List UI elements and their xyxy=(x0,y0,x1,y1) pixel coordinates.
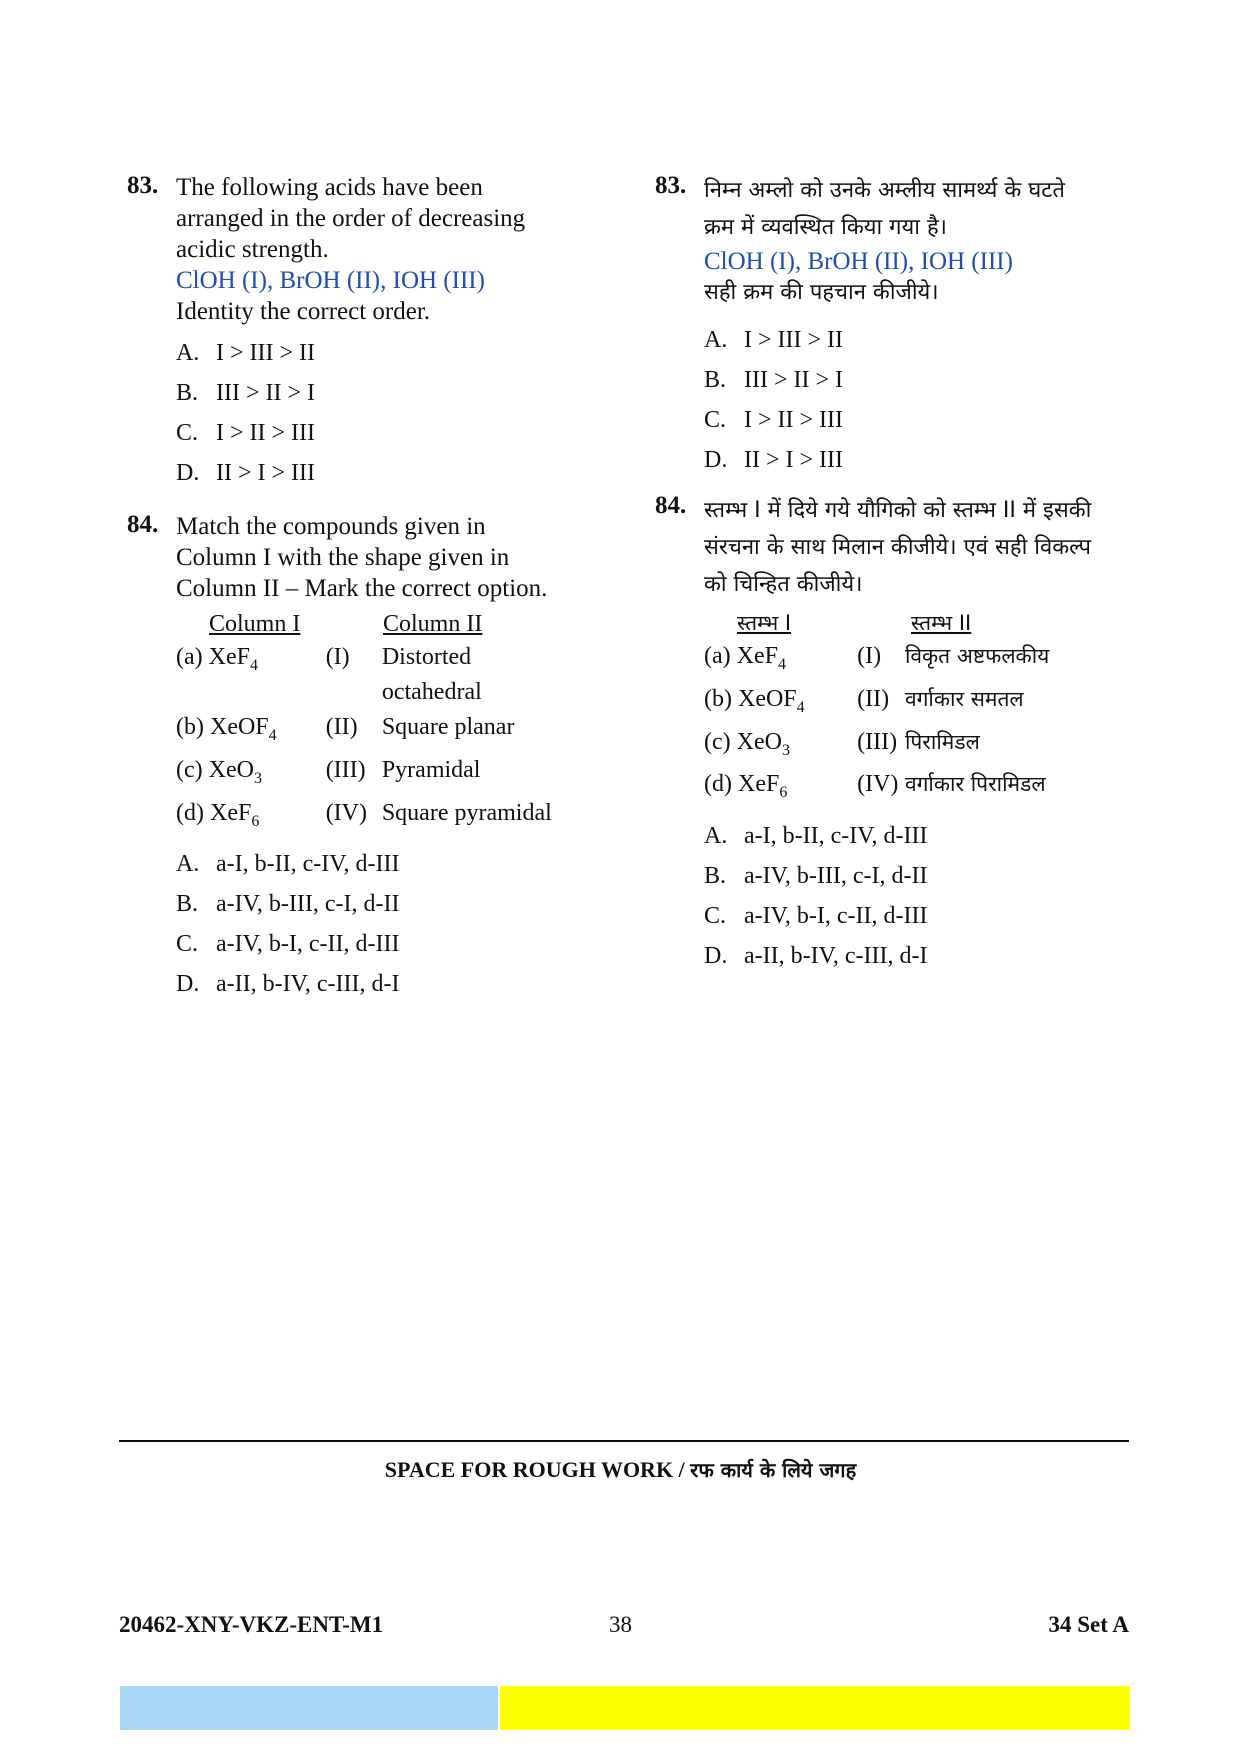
option-b[interactable] xyxy=(176,884,597,924)
match-row xyxy=(704,767,1125,810)
options-list xyxy=(176,844,597,1004)
match-table-header xyxy=(704,607,1125,639)
footer-color-bar-blue xyxy=(120,1686,498,1730)
options-list xyxy=(176,333,597,493)
shape: Square pyramidal xyxy=(381,799,552,826)
shape-numeral: (I) xyxy=(325,644,350,670)
match-row xyxy=(176,796,597,839)
shape: वर्गाकार समतल xyxy=(904,686,1024,711)
column-1-heading: Column I xyxy=(209,610,301,637)
column-1-heading: स्तम्भ I xyxy=(737,611,792,635)
rough-work-label-en: SPACE FOR ROUGH WORK / xyxy=(384,1457,685,1482)
options-list xyxy=(704,320,1125,480)
shape: पिरामिडल xyxy=(904,729,980,754)
question-number: 84. xyxy=(655,492,687,519)
question-84-hi xyxy=(655,492,1125,976)
options-list xyxy=(704,816,1125,976)
question-text xyxy=(704,172,1125,308)
option-text: a-IV, b-III, c-I, d-II xyxy=(216,890,400,917)
option-a[interactable] xyxy=(176,333,597,373)
question-line: Match the compounds given in xyxy=(176,513,486,540)
compound: (c) XeO$_3$ xyxy=(176,756,262,787)
option-c[interactable] xyxy=(704,400,1125,440)
option-text: a-I, b-II, c-IV, d-III xyxy=(216,850,400,877)
shape-numeral: (III) xyxy=(857,728,898,755)
option-text: I > III > II xyxy=(744,326,844,353)
compound: (b) XeOF$_4$ xyxy=(704,685,805,716)
option-text: II > I > III xyxy=(216,459,316,486)
option-label: A. xyxy=(176,850,200,877)
english-column xyxy=(127,172,597,1004)
shape: Distorted octahedral xyxy=(381,644,482,705)
rough-work-label-hi: रफ कार्य के लिये जगह xyxy=(690,1458,857,1482)
option-label: B. xyxy=(176,890,199,917)
compound: (b) XeOF$_4$ xyxy=(176,714,277,744)
question-line: acidic strength. xyxy=(176,236,329,263)
option-b[interactable] xyxy=(704,360,1125,400)
option-label: A. xyxy=(176,339,200,366)
option-c[interactable] xyxy=(176,924,597,964)
hindi-column xyxy=(655,172,1125,976)
option-b[interactable] xyxy=(176,373,597,413)
option-c[interactable] xyxy=(704,896,1125,936)
option-label: C. xyxy=(176,419,199,446)
question-prompt: Identity the correct order. xyxy=(176,298,431,325)
question-line: स्तम्भ I में दिये गये यौगिको को स्तम्भ II में इसकी xyxy=(704,498,1092,523)
column-2-heading: स्तम्भ II xyxy=(910,611,972,635)
paper-code: 20462-XNY-VKZ-ENT-M1 xyxy=(119,1612,384,1637)
acid-list: ClOH (I), BrOH (II), IOH (III) xyxy=(176,267,485,294)
option-label: D. xyxy=(176,970,200,997)
question-text xyxy=(704,492,1125,603)
question-83-hi xyxy=(655,172,1125,480)
compound: (a) XeF$_4$ xyxy=(704,643,786,673)
shape-numeral: (III) xyxy=(325,756,366,783)
option-d[interactable] xyxy=(176,453,597,493)
shape-numeral: (II) xyxy=(325,714,358,740)
option-d[interactable] xyxy=(704,440,1125,480)
option-label: A. xyxy=(704,822,728,849)
question-number: 84. xyxy=(127,511,159,538)
question-83-en xyxy=(127,172,597,493)
option-text: a-II, b-IV, c-III, d-I xyxy=(744,942,928,969)
question-text xyxy=(176,172,597,327)
option-text: III > II > I xyxy=(216,379,316,406)
match-row xyxy=(704,682,1125,725)
option-b[interactable] xyxy=(704,856,1125,896)
question-text xyxy=(176,511,597,604)
option-label: D. xyxy=(176,459,200,486)
match-table xyxy=(176,608,597,838)
match-row xyxy=(176,710,597,753)
question-line: Column I with the shape given in xyxy=(176,544,510,571)
option-a[interactable] xyxy=(704,320,1125,360)
shape: विकृत अष्टफलकीय xyxy=(904,644,1050,668)
compound: (d) XeF$_6$ xyxy=(704,771,788,802)
option-label: B. xyxy=(704,366,727,393)
shape-numeral: (IV) xyxy=(325,799,367,826)
option-text: a-II, b-IV, c-III, d-I xyxy=(216,970,400,997)
match-table xyxy=(704,607,1125,810)
compound: (d) XeF$_6$ xyxy=(176,799,260,830)
compound: (c) XeO$_3$ xyxy=(704,728,790,759)
option-text: a-IV, b-I, c-II, d-III xyxy=(744,902,928,929)
shape-numeral: (I) xyxy=(857,643,882,669)
question-number: 83. xyxy=(127,172,159,199)
shape: Pyramidal xyxy=(381,756,481,783)
option-a[interactable] xyxy=(704,816,1125,856)
question-line: को चिन्हित कीजीये। xyxy=(704,572,863,597)
option-label: D. xyxy=(704,942,728,969)
option-d[interactable] xyxy=(176,964,597,1004)
match-row xyxy=(176,640,597,710)
match-row xyxy=(704,725,1125,768)
option-label: C. xyxy=(176,930,199,957)
compound: (a) XeF$_4$ xyxy=(176,644,258,674)
question-line: Column II – Mark the correct option. xyxy=(176,575,548,602)
option-text: a-IV, b-III, c-I, d-II xyxy=(744,862,928,889)
footer-color-bar-yellow xyxy=(500,1686,1130,1730)
rough-work-divider xyxy=(119,1440,1129,1442)
question-prompt: सही क्रम की पहचान कीजीये। xyxy=(704,280,939,305)
question-line: संरचना के साथ मिलान कीजीये। एवं सही विकल्प xyxy=(704,535,1092,560)
question-line: The following acids have been xyxy=(176,174,483,201)
shape: Square planar xyxy=(381,714,515,740)
option-c[interactable] xyxy=(176,413,597,453)
question-line: क्रम में व्यवस्थित किया गया है। xyxy=(704,215,948,240)
option-label: A. xyxy=(704,326,728,353)
option-text: II > I > III xyxy=(744,446,844,473)
question-84-en xyxy=(127,511,597,1004)
option-text: a-IV, b-I, c-II, d-III xyxy=(216,930,400,957)
option-a[interactable] xyxy=(176,844,597,884)
question-line: arranged in the order of decreasing xyxy=(176,205,526,232)
option-label: B. xyxy=(176,379,199,406)
option-d[interactable] xyxy=(704,936,1125,976)
question-number: 83. xyxy=(655,172,687,199)
match-table-header xyxy=(176,608,597,640)
option-label: C. xyxy=(704,406,727,433)
acid-list: ClOH (I), BrOH (II), IOH (III) xyxy=(704,248,1013,275)
shape-numeral: (IV) xyxy=(857,771,899,798)
shape-numeral: (II) xyxy=(857,685,890,712)
option-text: a-I, b-II, c-IV, d-III xyxy=(744,822,928,849)
match-row xyxy=(176,753,597,796)
question-line: निम्न अम्लो को उनके अम्लीय सामर्थ्य के घटते xyxy=(704,178,1065,203)
option-label: C. xyxy=(704,902,727,929)
set-label: 34 Set A xyxy=(1048,1612,1129,1637)
option-text: I > II > III xyxy=(216,419,316,446)
column-2-heading: Column II xyxy=(383,610,483,637)
page-number: 38 xyxy=(609,1612,632,1637)
option-label: B. xyxy=(704,862,727,889)
match-row xyxy=(704,639,1125,682)
option-text: I > II > III xyxy=(744,406,844,433)
option-text: III > II > I xyxy=(744,366,844,393)
option-label: D. xyxy=(704,446,728,473)
rough-work-label xyxy=(0,1456,1241,1483)
shape: वर्गाकार पिरामिडल xyxy=(904,772,1046,797)
option-text: I > III > II xyxy=(216,339,316,366)
